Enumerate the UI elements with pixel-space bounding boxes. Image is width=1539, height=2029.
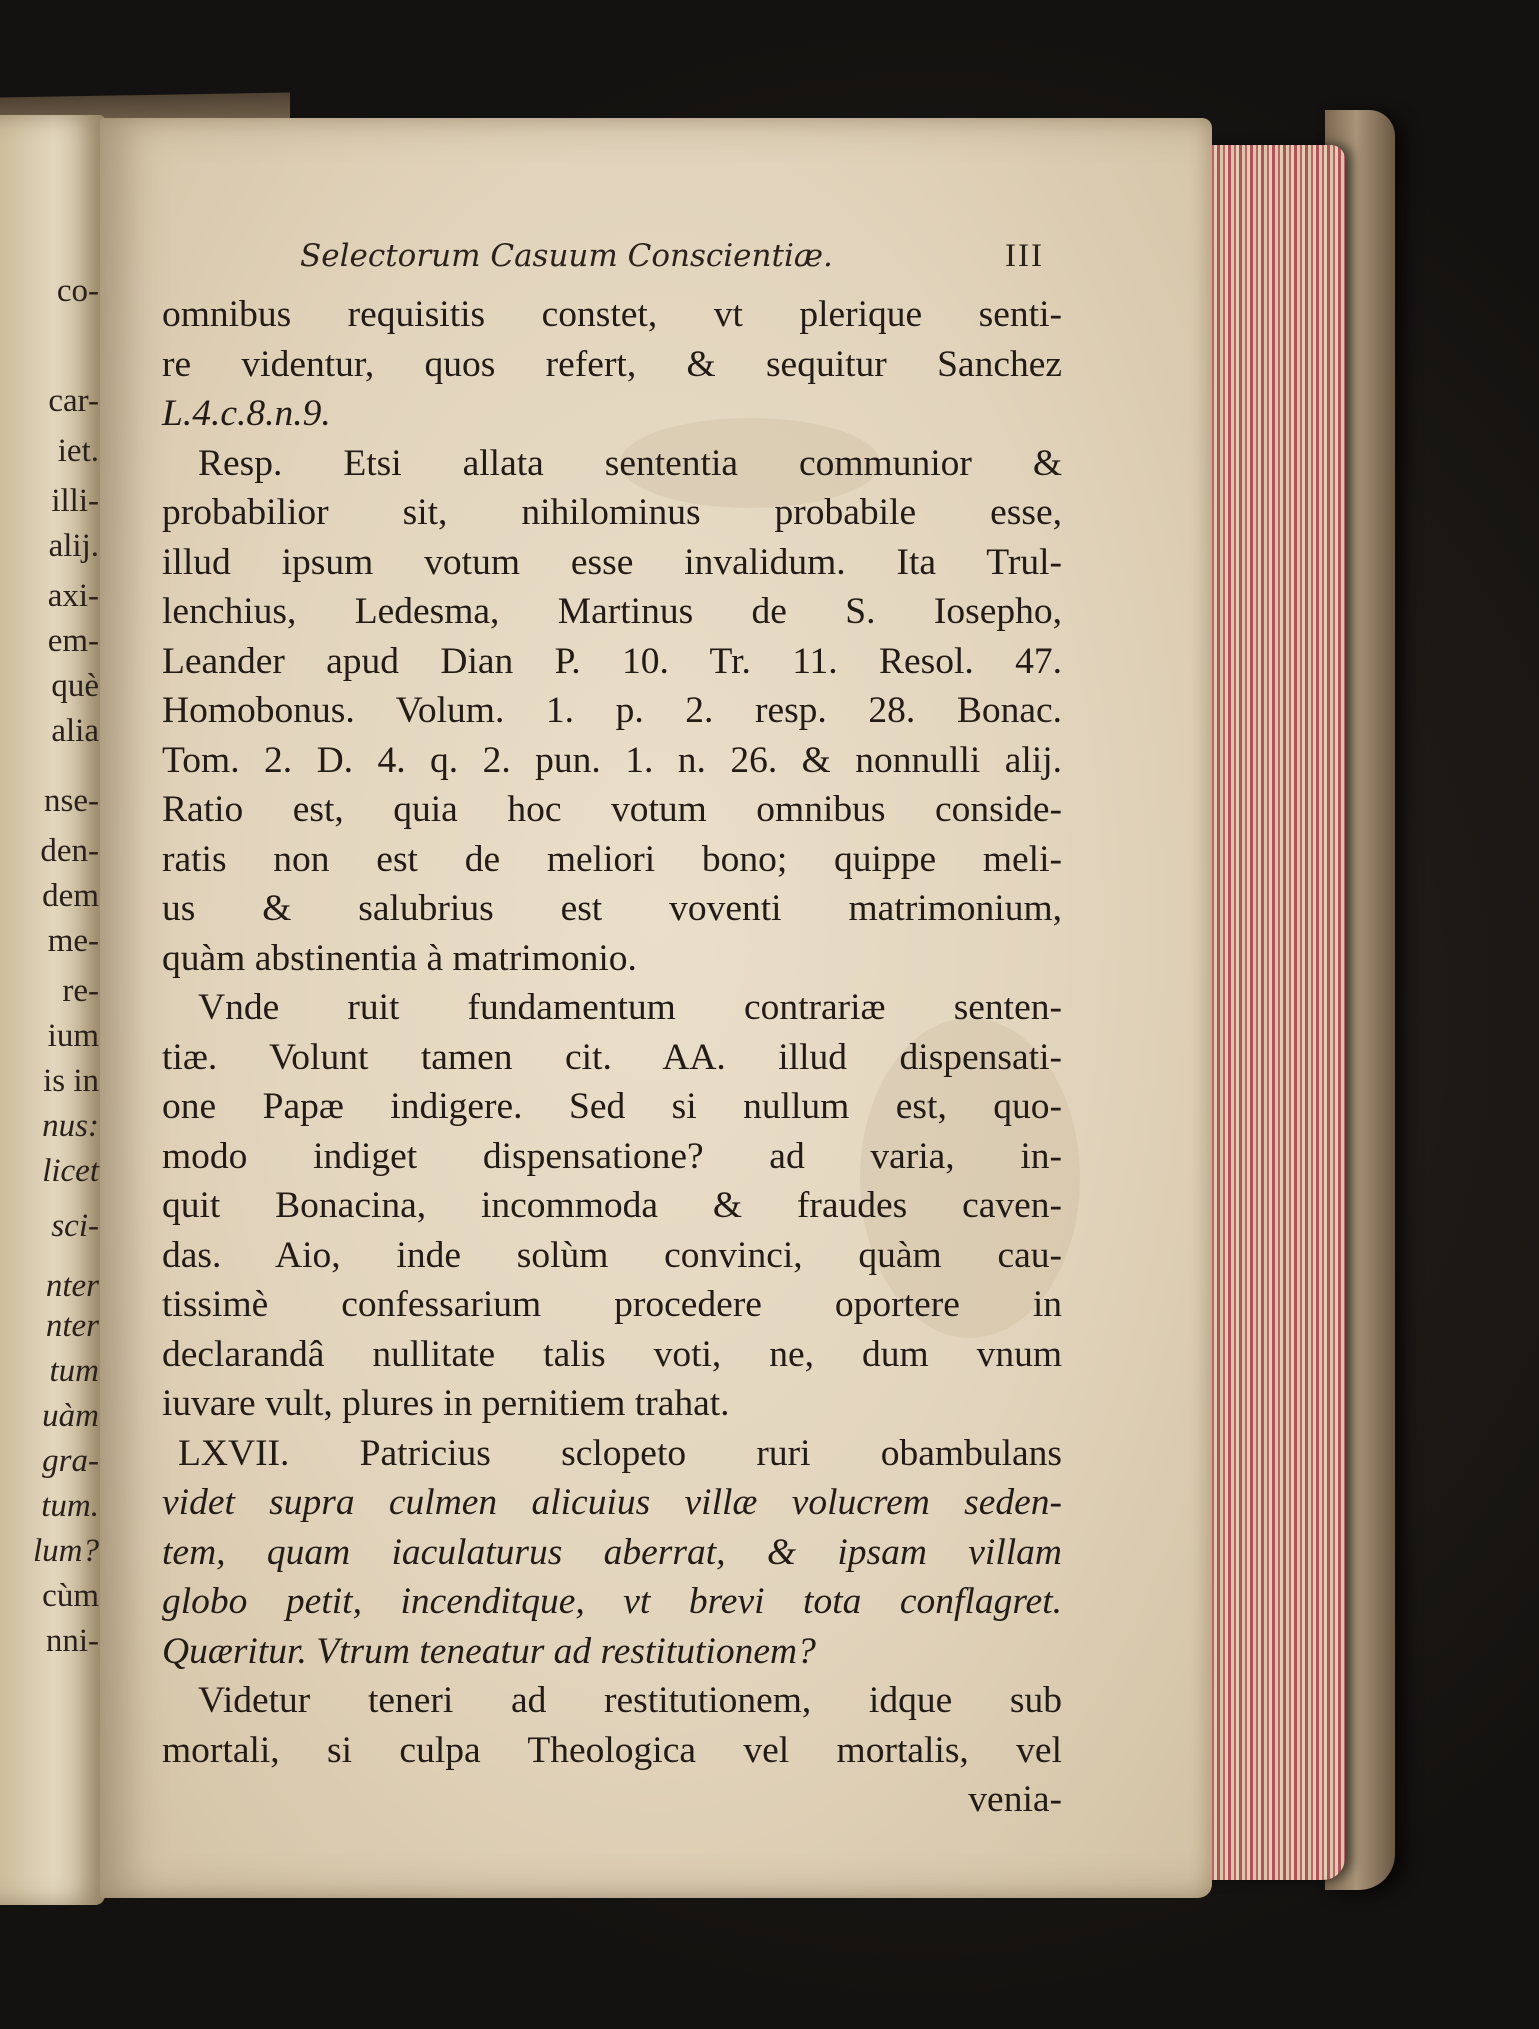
text-line: us & salubrius est voventi matrimonium,: [162, 888, 1062, 929]
text-line: Tom. 2. D. 4. q. 2. pun. 1. n. 26. & nonnulli alij.: [162, 739, 1062, 781]
left-page-fragment: den-: [40, 833, 99, 869]
text-line: LXVII. Patricius sclopeto ruri obambulans: [178, 1432, 1062, 1474]
left-page-fragment: alij.: [48, 528, 99, 564]
left-page-fragment: cùm: [42, 1578, 99, 1614]
left-page-fragment: sci-: [51, 1208, 99, 1244]
text-line: das. Aio, inde solùm convinci, quàm cau-: [162, 1234, 1062, 1276]
text-line: Quæritur. Vtrum teneatur ad restitutionem?: [162, 1630, 816, 1672]
left-page-fragment: tum: [49, 1353, 99, 1389]
text-line: L.4.c.8.n.9.: [162, 393, 331, 434]
text-line: Vnde ruit fundamentum contrariæ senten-: [198, 987, 1062, 1028]
text-line: mortali, si culpa Theologica vel mortalis, vel: [162, 1729, 1062, 1771]
text-line: declarandâ nullitate talis voti, ne, dum vnum: [162, 1333, 1062, 1375]
left-page-fragment: què: [51, 668, 99, 704]
text-line: re videntur, quos refert, & sequitur Sanchez: [162, 343, 1062, 385]
text-line: modo indiget dispensatione? ad varia, in-: [162, 1135, 1062, 1177]
text-line: quàm abstinentia à matrimonio.: [162, 937, 637, 979]
left-page-fragment: alia: [51, 713, 99, 749]
left-page-fragment: nus:: [42, 1108, 99, 1144]
text-line: tissimè confessarium procedere oportere in: [162, 1284, 1062, 1325]
text-line: iuvare vult, plures in pernitiem trahat.: [162, 1383, 730, 1424]
left-page-fragment: nse-: [44, 783, 99, 819]
text-line: Leander apud Dian P. 10. Tr. 11. Resol. 47.: [162, 640, 1062, 682]
left-page-fragment: dem: [42, 878, 99, 914]
left-page-fragment: uàm: [42, 1398, 99, 1434]
page-edges: [1195, 145, 1345, 1880]
body-text: [162, 290, 1062, 1825]
left-page-fragment: co-: [56, 273, 99, 309]
left-page-fragment: ium: [47, 1018, 99, 1054]
recto-page: [100, 118, 1212, 1898]
text-line: Ratio est, quia hoc votum omnibus conside-: [162, 789, 1062, 830]
text-line: probabilior sit, nihilominus probabile esse,: [162, 492, 1062, 533]
text-line: illud ipsum votum esse invalidum. Ita Trul-: [162, 541, 1062, 583]
left-page: [0, 115, 105, 1905]
text-line: Homobonus. Volum. 1. p. 2. resp. 28. Bonac.: [162, 690, 1062, 731]
left-page-fragment: em-: [47, 623, 99, 659]
text-line: videt supra culmen alicuius villæ volucrem seden-: [162, 1482, 1062, 1523]
running-head: Selectorum Casuum Conscientiæ.: [300, 238, 833, 274]
text-line: quit Bonacina, incommoda & fraudes caven-: [162, 1185, 1062, 1226]
left-page-fragment: gra-: [42, 1443, 99, 1479]
left-page-fragment: licet: [42, 1153, 99, 1189]
left-page-fragment: nter: [45, 1268, 99, 1304]
left-page-fragment: lum?: [33, 1533, 99, 1569]
text-line: Resp. Etsi allata sententia communior &: [198, 442, 1062, 484]
left-page-fragment: is in: [43, 1063, 99, 1099]
left-page-fragment: axi-: [47, 578, 99, 614]
text-line: Videtur teneri ad restitutionem, idque sub: [198, 1680, 1062, 1721]
page-number: III: [1005, 238, 1044, 274]
left-page-fragment: re-: [62, 973, 99, 1009]
text-line: globo petit, incenditque, vt brevi tota conflagret.: [162, 1581, 1062, 1622]
text-line: lenchius, Ledesma, Martinus de S. Iosepho,: [162, 591, 1062, 632]
left-page-fragment: nni-: [45, 1623, 99, 1659]
text-line: ratis non est de meliori bono; quippe meli-: [162, 838, 1062, 880]
left-page-fragment: tum.: [41, 1488, 99, 1524]
left-page-fragment: nter: [45, 1308, 99, 1344]
left-page-fragment: me-: [47, 923, 99, 959]
left-page-fragment: car-: [48, 383, 99, 419]
text-line: one Papæ indigere. Sed si nullum est, quo-: [162, 1086, 1062, 1127]
text-line: tiæ. Volunt tamen cit. AA. illud dispensati-: [162, 1036, 1062, 1078]
left-page-fragment: iet.: [57, 433, 99, 469]
text-line: omnibus requisitis constet, vt plerique senti-: [162, 294, 1062, 335]
left-page-fragment: illi-: [51, 483, 99, 519]
text-line: tem, quam iaculaturus aberrat, & ipsam villam: [162, 1531, 1062, 1573]
catchword: venia-: [968, 1779, 1062, 1820]
